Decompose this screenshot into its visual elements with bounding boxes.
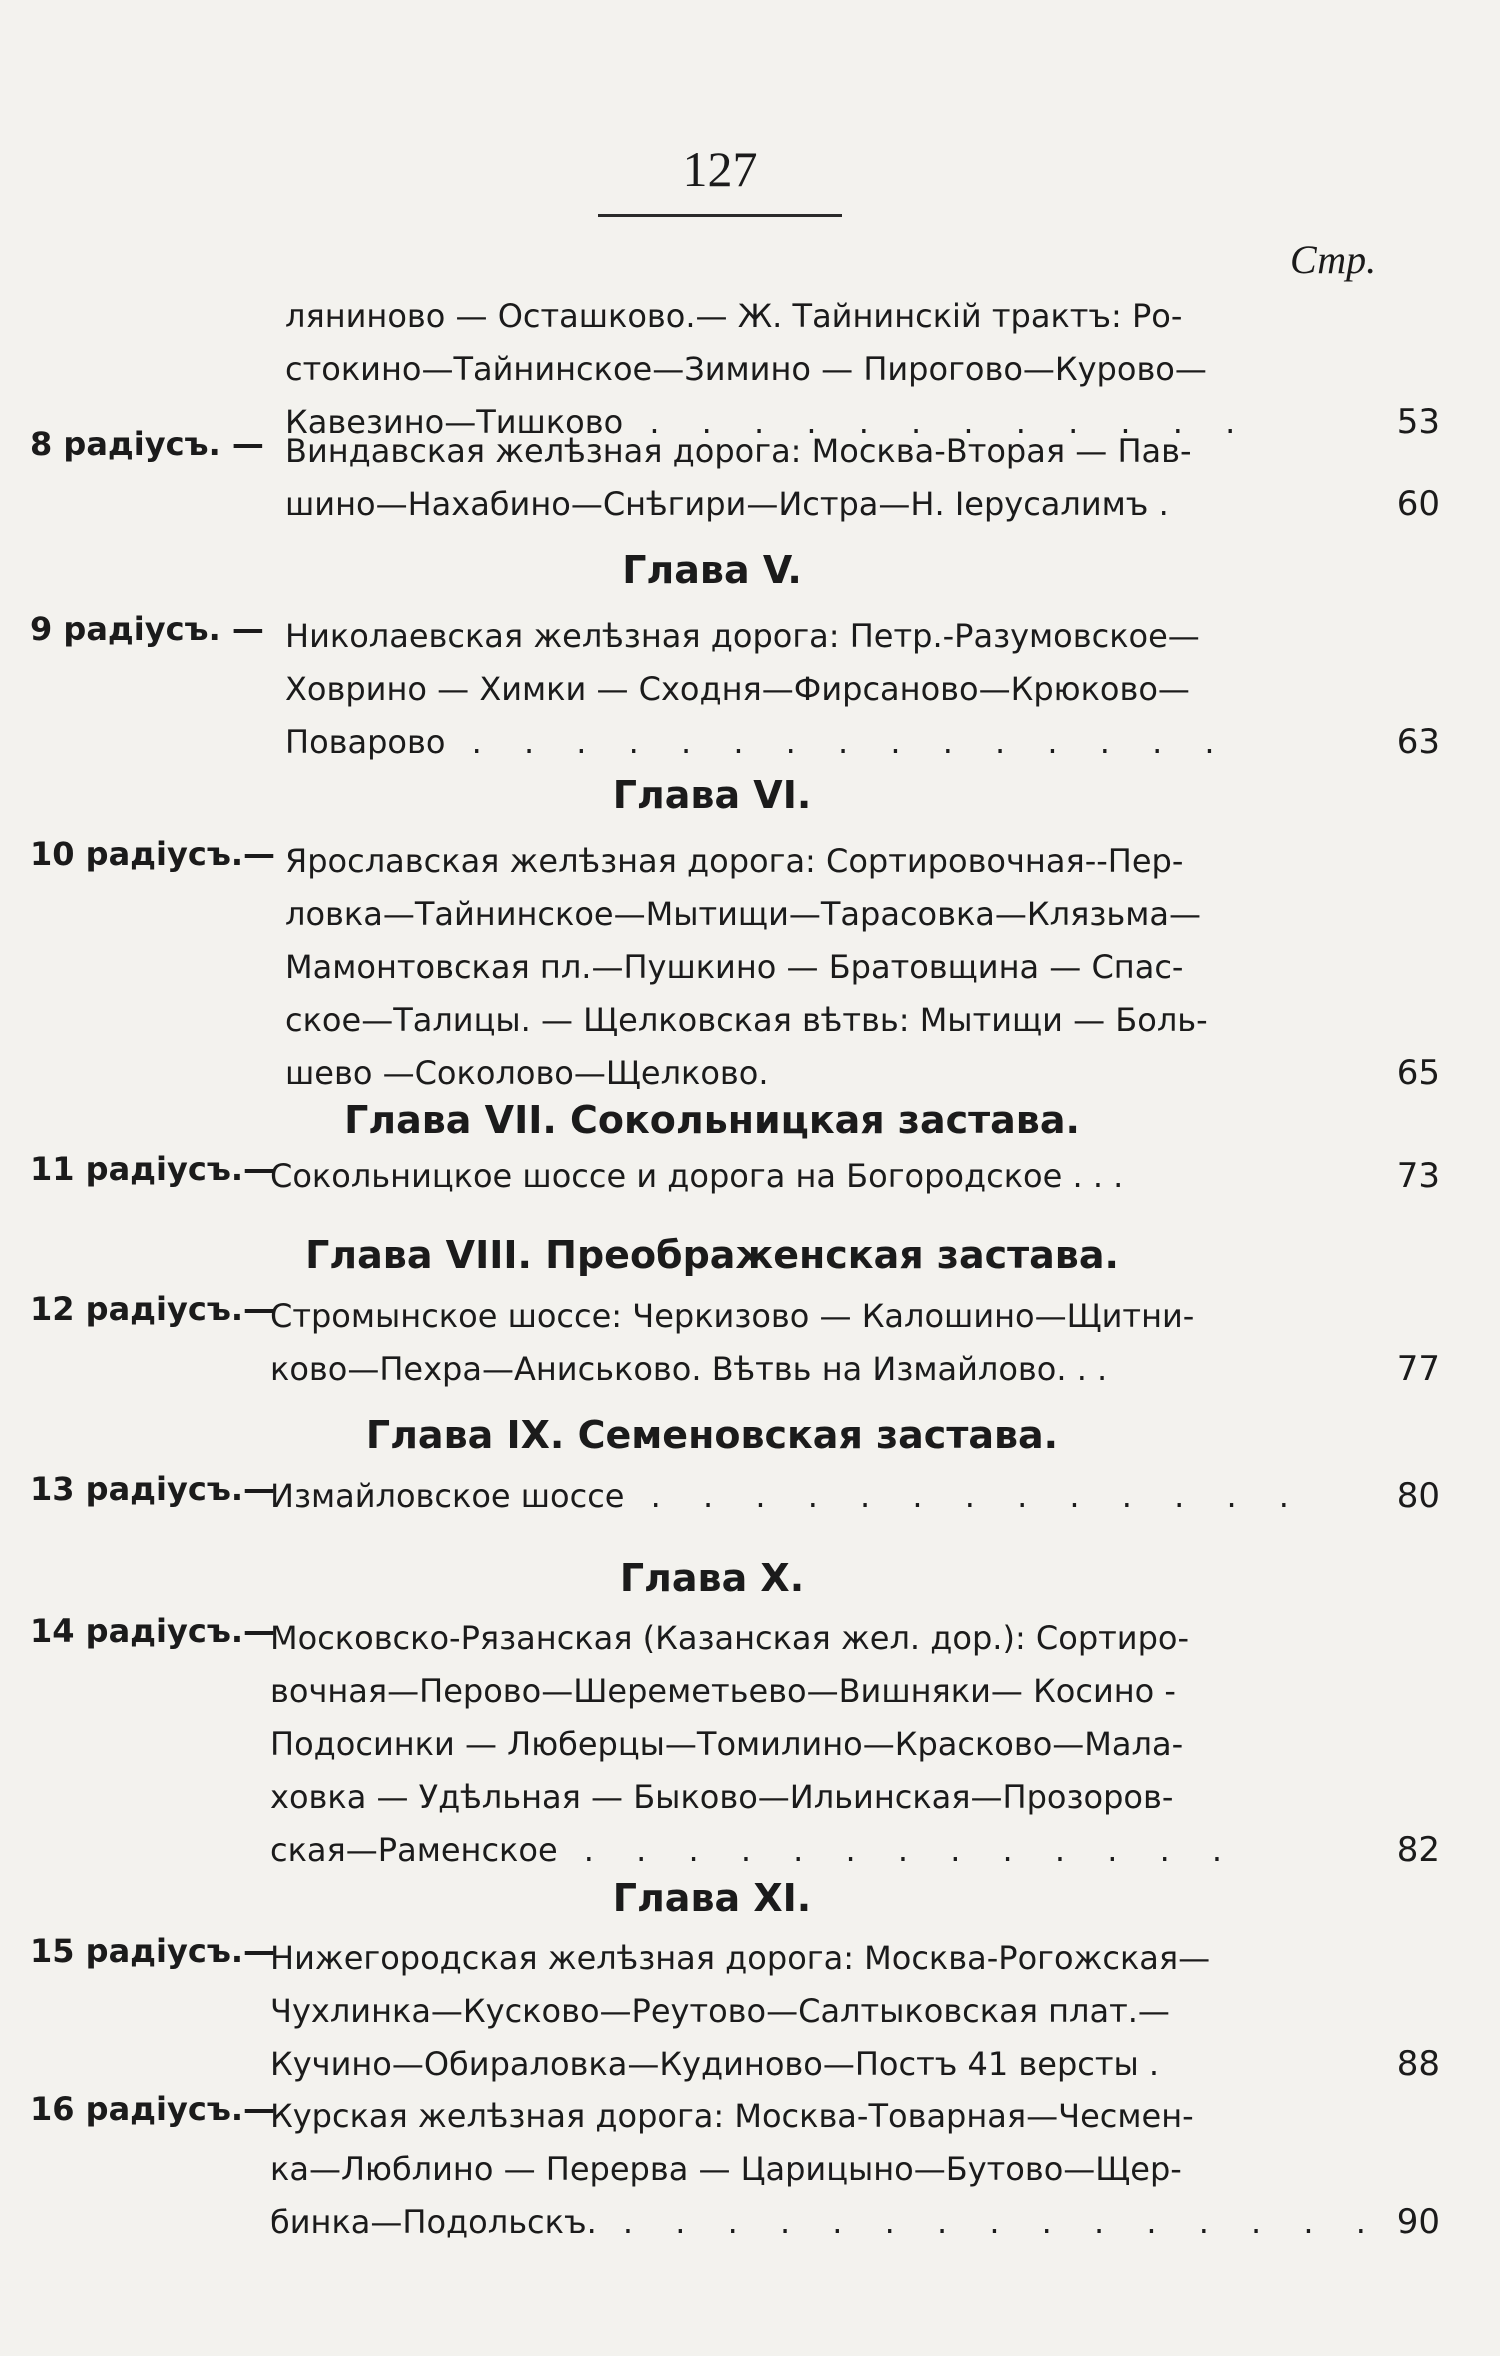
entry-line: Курская желѣзная дорога: Москва-Товарная—Чесмен-	[270, 2097, 1194, 2135]
chapter-heading: Глава IX. Семеновская застава.	[365, 1413, 1059, 1457]
toc-entry	[30, 425, 1440, 531]
toc-entry	[30, 1150, 1440, 1203]
entry-line: ловка—Тайнинское—Мытищи—Тарасовка—Клязьма—	[285, 895, 1201, 933]
page-column-label: Стр.	[1290, 237, 1377, 282]
entry-line: шево —Соколово—Щелково.	[285, 1054, 769, 1092]
chapter-heading: Глава XI.	[612, 1876, 812, 1920]
toc-entry	[30, 1290, 1440, 1396]
header-rule	[598, 214, 842, 217]
entry-line: Московско-Рязанская (Казанская жел. дор.): Сортиро-	[270, 1619, 1189, 1657]
entry-page-number: 82	[1396, 1830, 1440, 1870]
entry-line: Чухлинка—Кусково—Реутово—Салтыковская плат.—	[270, 1992, 1170, 2030]
chapter-heading: Глава X.	[619, 1556, 805, 1600]
entry-page-number: 80	[1396, 1476, 1440, 1516]
entry-page-number: 53	[1396, 402, 1440, 442]
entry-radius-label: 10 радіусъ.—	[30, 835, 276, 873]
page-number: 127	[682, 141, 758, 197]
entry-line: ское—Талицы. — Щелковская вѣтвь: Мытищи — Боль-	[285, 1001, 1208, 1039]
toc-entry	[30, 2090, 1440, 2249]
entry-line: вочная—Перово—Шереметьево—Вишняки— Косино -	[270, 1672, 1176, 1710]
entry-line: Кучино—Обираловка—Кудиново—Постъ 41 версты .	[270, 2045, 1160, 2083]
entry-line: бинка—Подольскъ. . . . . . . . . . . . . . . .	[270, 2203, 1382, 2241]
entry-line: ка—Люблино — Перерва — Царицыно—Бутово—Щер-	[270, 2150, 1182, 2188]
entry-line: шино—Нахабино—Снѣгири—Истра—Н. Іерусалимъ .	[285, 485, 1169, 523]
chapter-heading: Глава V.	[622, 548, 802, 592]
entry-line: Стромынское шоссе: Черкизово — Калошино—Щитни-	[270, 1297, 1195, 1335]
entry-page-number: 73	[1396, 1156, 1440, 1196]
entry-line: ховка — Удѣльная — Быково—Ильинская—Прозоров-	[270, 1778, 1174, 1816]
entry-line: Поварово . . . . . . . . . . . . . . .	[285, 723, 1231, 761]
entry-line: ляниново — Осташково.— Ж. Тайнинскій трактъ: Ро-	[285, 297, 1183, 335]
entry-line: Кавезино—Тишково . . . . . . . . . . . .	[285, 403, 1252, 441]
entry-page-number: 63	[1396, 722, 1440, 762]
entry-radius-label: 14 радіусъ.—	[30, 1612, 276, 1650]
entry-line: Сокольницкое шоссе и дорога на Богородское . . .	[270, 1157, 1124, 1195]
entry-page-number: 60	[1396, 484, 1440, 524]
entry-line: Нижегородская желѣзная дорога: Москва-Рогожская—	[270, 1939, 1211, 1977]
entry-line: Ярославская желѣзная дорога: Сортировочная--Пер-	[285, 842, 1184, 880]
entry-line: Подосинки — Люберцы—Томилино—Красково—Мала-	[270, 1725, 1184, 1763]
entry-radius-label: 13 радіусъ.—	[30, 1470, 276, 1508]
entry-page-number: 88	[1396, 2044, 1440, 2084]
entry-line: Измайловское шоссе . . . . . . . . . . . . .	[270, 1477, 1305, 1515]
entry-line: Виндавская желѣзная дорога: Москва-Вторая — Пав-	[285, 432, 1192, 470]
chapter-heading: Глава VII. Сокольницкая застава.	[344, 1098, 1080, 1142]
entry-line: Мамонтовская пл.—Пушкино — Братовщина — Спас-	[285, 948, 1184, 986]
entry-page-number: 77	[1396, 1349, 1440, 1389]
toc-entry	[30, 1470, 1440, 1523]
entry-line: стокино—Тайнинское—Зимино — Пирогово—Курово—	[285, 350, 1207, 388]
entry-radius-label: 9 радіусъ. —	[30, 610, 264, 648]
entry-radius-label: 11 радіусъ.—	[30, 1150, 276, 1188]
entry-page-number: 65	[1396, 1053, 1440, 1093]
toc-entry	[30, 1612, 1440, 1877]
entry-line: Ховрино — Химки — Сходня—Фирсаново—Крюково—	[285, 670, 1190, 708]
entry-radius-label: 8 радіусъ. —	[30, 425, 264, 463]
entry-page-number: 90	[1396, 2202, 1440, 2242]
entry-radius-label: 15 радіусъ.—	[30, 1932, 276, 1970]
toc-entry	[30, 610, 1440, 769]
toc-entry	[30, 835, 1440, 1100]
toc-entry	[30, 1932, 1440, 2091]
entry-line: ская—Раменское . . . . . . . . . . . . .	[270, 1831, 1239, 1869]
entry-radius-label: 12 радіусъ.—	[30, 1290, 276, 1328]
entry-line: ково—Пехра—Аниськово. Вѣтвь на Измайлово. . .	[270, 1350, 1108, 1388]
entry-radius-label: 16 радіусъ.—	[30, 2090, 276, 2128]
entry-line: Николаевская желѣзная дорога: Петр.-Разумовское—	[285, 617, 1200, 655]
chapter-heading: Глава VIII. Преображенская застава.	[305, 1233, 1119, 1277]
chapter-heading: Глава VI.	[612, 773, 812, 817]
